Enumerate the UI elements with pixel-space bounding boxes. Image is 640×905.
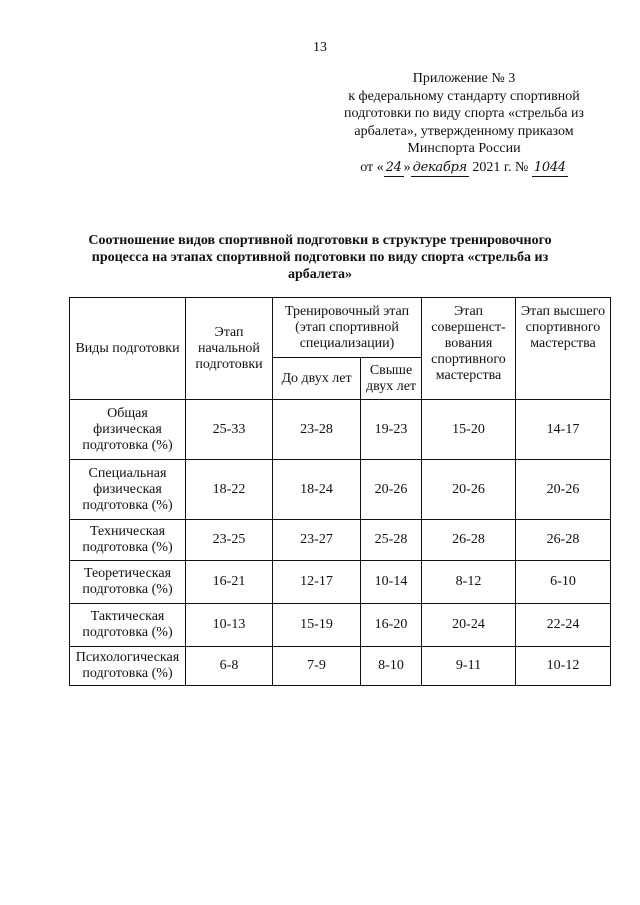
cell-training-1: 23-28: [273, 400, 361, 460]
cell-training-2: 8-10: [361, 647, 422, 686]
header-kind: Виды подготовки: [70, 298, 186, 400]
appendix-line-3: подготовки по виду спорта «стрельба из: [344, 106, 584, 121]
cell-initial: 16-21: [186, 561, 273, 604]
order-prefix: от «: [360, 159, 384, 175]
order-mid: »: [403, 159, 411, 175]
table-row: [70, 647, 611, 686]
row-label: Специальная физическая подготовка (%): [70, 460, 186, 520]
cell-training-1: 18-24: [273, 460, 361, 520]
cell-improvement: 20-24: [422, 604, 516, 647]
table-header-row: [70, 298, 611, 358]
cell-training-2: 25-28: [361, 520, 422, 561]
cell-improvement: 15-20: [422, 400, 516, 460]
document-title: Соотношение видов спортивной подготовки в структуре тренировочного процесса на этапах спортивной подготовки по виду спорта «стрельба из арбалета»: [88, 233, 552, 282]
table-row: [70, 520, 611, 561]
cell-training-2: 19-23: [361, 400, 422, 460]
cell-initial: 6-8: [186, 647, 273, 686]
cell-initial: 25-33: [186, 400, 273, 460]
cell-highest: 20-26: [516, 460, 611, 520]
order-line: [318, 159, 610, 178]
cell-initial: 18-22: [186, 460, 273, 520]
cell-improvement: 26-28: [422, 520, 516, 561]
table-row: [70, 561, 611, 604]
order-year: 2021 г. №: [472, 159, 529, 175]
order-month: декабря: [411, 159, 469, 178]
cell-highest: 26-28: [516, 520, 611, 561]
page-number: 13: [313, 40, 327, 55]
cell-training-2: 20-26: [361, 460, 422, 520]
cell-improvement: 9-11: [422, 647, 516, 686]
cell-training-1: 23-27: [273, 520, 361, 561]
cell-highest: 14-17: [516, 400, 611, 460]
table-row: [70, 460, 611, 520]
row-label: Тактическая подготовка (%): [70, 604, 186, 647]
cell-initial: 10-13: [186, 604, 273, 647]
row-label: Теоретическая подготовка (%): [70, 561, 186, 604]
appendix-line-4: арбалета», утвержденному приказом: [354, 123, 574, 139]
cell-training-1: 12-17: [273, 561, 361, 604]
cell-improvement: 20-26: [422, 460, 516, 520]
cell-initial: 23-25: [186, 520, 273, 561]
appendix-title: Приложение № 3: [412, 71, 516, 86]
row-label: Техническая подготовка (%): [70, 520, 186, 561]
order-number: 1044: [532, 159, 568, 178]
header-training-over-two: Свыше двух лет: [361, 358, 422, 400]
order-day: 24: [384, 159, 404, 178]
table-row: [70, 604, 611, 647]
appendix-line-2: к федеральному стандарту спортивной: [348, 88, 580, 104]
cell-highest: 6-10: [516, 561, 611, 604]
appendix-line-5: Минспорта России: [407, 141, 521, 156]
appendix-block: [318, 70, 610, 177]
cell-training-2: 16-20: [361, 604, 422, 647]
header-improvement: Этап совершенст-вования спортивного мастерства: [422, 298, 516, 400]
header-training: Тренировочный этап (этап спортивной специализации): [273, 298, 422, 358]
table-row: [70, 400, 611, 460]
row-label: Общая физическая подготовка (%): [70, 400, 186, 460]
cell-highest: 22-24: [516, 604, 611, 647]
header-highest: Этап высшего спортивного мастерства: [516, 298, 611, 400]
ratio-table-wrapper: [69, 297, 610, 686]
header-initial: Этап начальной подготовки: [186, 298, 273, 400]
ratio-table: [69, 297, 611, 686]
cell-training-2: 10-14: [361, 561, 422, 604]
cell-training-1: 7-9: [273, 647, 361, 686]
cell-training-1: 15-19: [273, 604, 361, 647]
row-label: Психологическая подготовка (%): [70, 647, 186, 686]
cell-highest: 10-12: [516, 647, 611, 686]
cell-improvement: 8-12: [422, 561, 516, 604]
header-training-up-to-two: До двух лет: [273, 358, 361, 400]
